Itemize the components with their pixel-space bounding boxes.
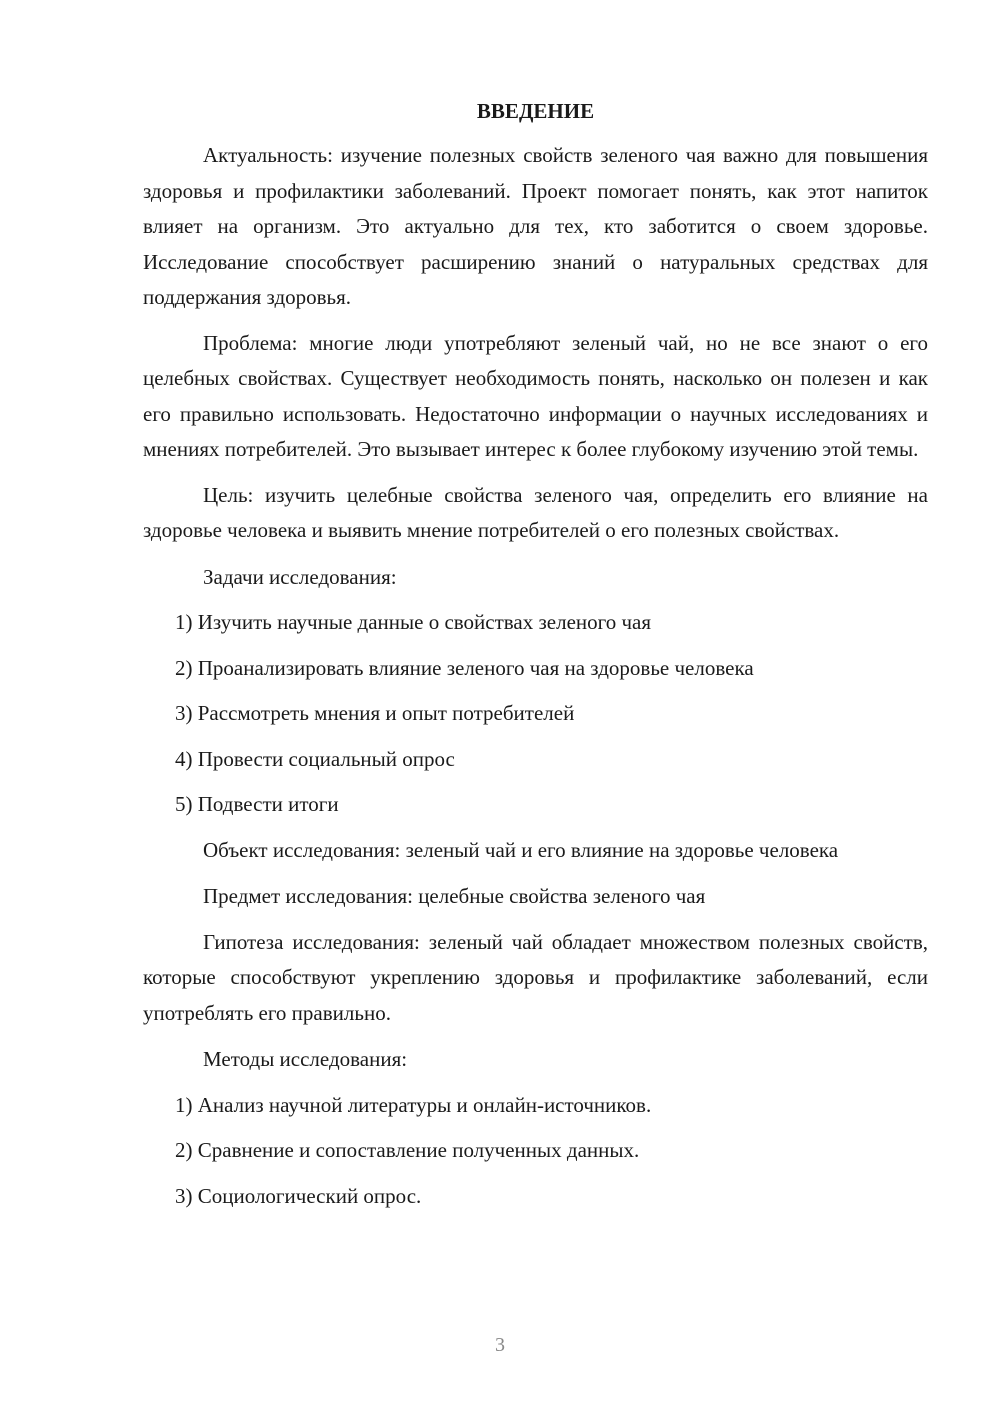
tasks-heading: Задачи исследования: [203, 564, 397, 589]
list-item: 1) Изучить научные данные о свойствах зеленого чая [175, 610, 652, 634]
list-item: 5) Подвести итоги [175, 792, 339, 816]
list-item: 4) Провести социальный опрос [175, 746, 455, 771]
page-number: 3 [495, 1334, 505, 1356]
goal-paragraph: Цель: изучить целебные свойства зеленого чая, определить его влияние на здоровье человека и выявить мнение потребителей о его полезных свойствах. [143, 482, 928, 542]
methods-list [143, 1088, 928, 1215]
subject-paragraph: Предмет исследования: целебные свойства зеленого чая [203, 884, 706, 908]
list-item: 1) Анализ научной литературы и онлайн-источников. [175, 1092, 652, 1117]
tasks-list [143, 605, 928, 823]
hypothesis-paragraph: Гипотеза исследования: зеленый чай обладает множеством полезных свойств, которые способствуют укреплению здоровья и профилактике заболеваний, если употреблять его правильно. [143, 929, 928, 1025]
list-item: 3) Рассмотреть мнения и опыт потребителей [175, 701, 575, 725]
methods-heading: Методы исследования: [203, 1047, 408, 1071]
problem-paragraph: Проблема: многие люди употребляют зеленый чай, но не все знают о его целебных свойствах. Существует необходимость понять, насколько он полезен и как его правильно использовать. Недостаточно информации о научных исследованиях и мнениях потребителей. Это вызывает интерес к более глубокому изучению этой темы. [143, 330, 928, 461]
list-item: 3) Социологический опрос. [175, 1183, 422, 1208]
object-paragraph: Объект исследования: зеленый чай и его влияние на здоровье человека [203, 837, 839, 862]
list-item: 2) Проанализировать влияние зеленого чая на здоровье человека [175, 655, 754, 680]
document-page [143, 96, 928, 1214]
list-item: 2) Сравнение и сопоставление полученных данных. [175, 1138, 640, 1162]
relevance-paragraph: Актуальность: изучение полезных свойств зеленого чая важно для повышения здоровья и профилактики заболеваний. Проект помогает понять, как этот напиток влияет на организм. Это актуально для тех, кто заботится о своем здоровье. Исследование способствует расширению знаний о натуральных средствах для поддержания здоровья. [143, 143, 928, 309]
page-title: ВВЕДЕНИЕ [476, 99, 595, 123]
